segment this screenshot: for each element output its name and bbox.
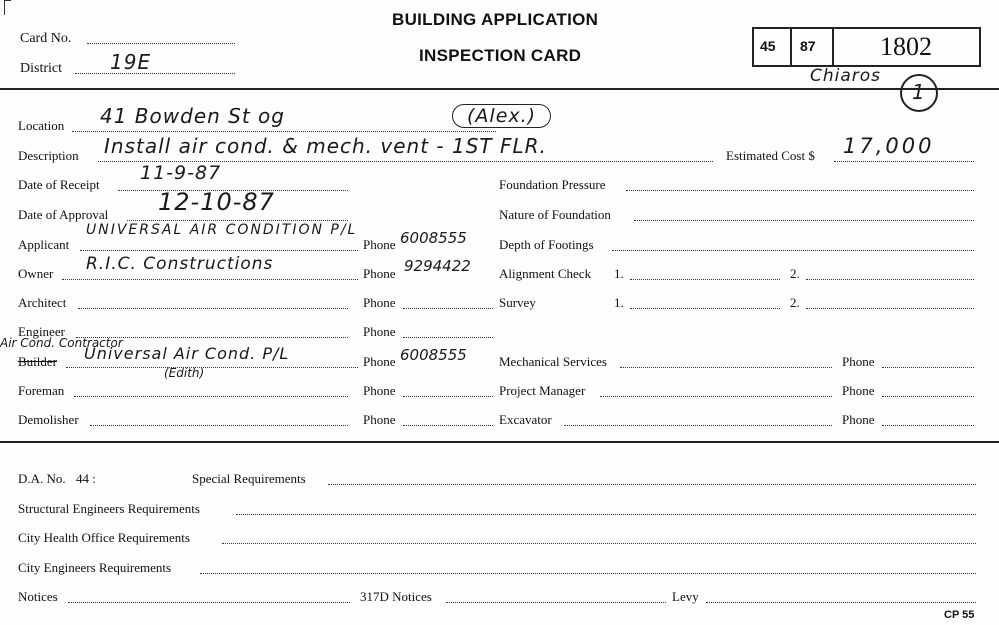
date-of-receipt-value: 11-9-87	[140, 162, 222, 184]
corner-mark	[4, 0, 11, 15]
levy-label: Levy	[672, 589, 699, 604]
date-of-approval-label: Date of Approval	[18, 207, 109, 222]
date-of-approval-value: 12-10-87	[158, 188, 275, 216]
excavator-phone-label: Phone	[842, 412, 875, 427]
da-no-value: 44 :	[76, 471, 96, 486]
form-code: CP 55	[944, 609, 975, 621]
project-manager-phone-label: Phone	[842, 383, 875, 398]
survey-num-1: 1.	[614, 295, 624, 310]
applicant-label: Applicant	[18, 237, 70, 252]
builder-label: Builder	[18, 354, 57, 369]
builder-subnote: (Edith)	[164, 366, 205, 380]
excavator-label: Excavator	[499, 412, 552, 427]
project-manager-label: Project Manager	[499, 383, 586, 398]
alignment-check-num-2: 2.	[790, 266, 800, 281]
description-label: Description	[18, 148, 79, 163]
owner-phone-label: Phone	[363, 266, 396, 281]
foundation-pressure-label: Foundation Pressure	[499, 177, 606, 192]
estimated-cost-value: 17,000	[843, 134, 935, 158]
circled-number: 1	[912, 80, 926, 104]
survey-label: Survey	[499, 295, 536, 310]
builder-phone-label: Phone	[363, 354, 396, 369]
depth-of-footings-label: Depth of Footings	[499, 237, 594, 252]
owner-value: R.I.C. Constructions	[86, 254, 274, 274]
special-requirements-label: Special Requirements	[192, 471, 306, 486]
district-label: District	[20, 61, 62, 76]
demolisher-label: Demolisher	[18, 412, 79, 427]
header-divider	[0, 88, 999, 90]
alignment-check-label: Alignment Check	[499, 266, 592, 281]
structural-engineers-label: Structural Engineers Requirements	[18, 501, 200, 516]
builder-value: Universal Air Cond. P/L	[84, 344, 290, 363]
box-cell-2: 87	[800, 38, 816, 54]
handwritten-name: Chiaros	[810, 66, 882, 86]
location-label: Location	[18, 118, 65, 133]
location-note: (Alex.)	[452, 104, 551, 128]
card-no-label: Card No.	[20, 31, 72, 46]
card-number-box	[752, 27, 981, 67]
card-number: 1802	[880, 32, 932, 61]
foreman-phone-label: Phone	[363, 383, 396, 398]
page-subtitle: INSPECTION CARD	[419, 46, 582, 65]
district-line	[75, 73, 235, 74]
foreman-label: Foreman	[18, 383, 65, 398]
engineer-label: Engineer	[18, 324, 65, 339]
da-no-label: D.A. No.	[18, 471, 66, 486]
city-health-label: City Health Office Requirements	[18, 530, 190, 545]
builder-override-note: Air Cond. Contractor	[0, 336, 123, 350]
engineer-phone-label: Phone	[363, 324, 396, 339]
notices-317d-label: 317D Notices	[360, 589, 432, 604]
circled-number-badge	[900, 74, 938, 112]
date-of-receipt-label: Date of Receipt	[18, 177, 100, 192]
mechanical-services-label: Mechanical Services	[499, 354, 607, 369]
city-engineers-label: City Engineers Requirements	[18, 560, 172, 575]
demolisher-phone-label: Phone	[363, 412, 396, 427]
district-value: 19E	[110, 50, 152, 74]
alignment-check-num-1: 1.	[614, 266, 624, 281]
card-no-line	[87, 43, 235, 44]
location-value: 41 Bowden St og	[100, 104, 285, 128]
description-value: Install air cond. & mech. vent - 1ST FLR.	[104, 134, 547, 158]
builder-phone: 6008555	[400, 346, 467, 364]
applicant-phone: 6008555	[400, 229, 467, 247]
architect-phone-label: Phone	[363, 295, 396, 310]
applicant-value: UNIVERSAL AIR CONDITION P/L	[86, 222, 358, 238]
box-cell-1: 45	[760, 38, 776, 54]
section-divider	[0, 441, 999, 443]
nature-of-foundation-label: Nature of Foundation	[499, 207, 611, 222]
architect-label: Architect	[18, 295, 67, 310]
notices-label: Notices	[18, 589, 58, 604]
mechanical-services-phone-label: Phone	[842, 354, 875, 369]
estimated-cost-label: Estimated Cost $	[726, 148, 815, 163]
owner-phone: 9294422	[404, 257, 471, 275]
page-title: BUILDING APPLICATION	[392, 10, 599, 29]
applicant-phone-label: Phone	[363, 237, 396, 252]
survey-num-2: 2.	[790, 295, 800, 310]
owner-label: Owner	[18, 266, 54, 281]
